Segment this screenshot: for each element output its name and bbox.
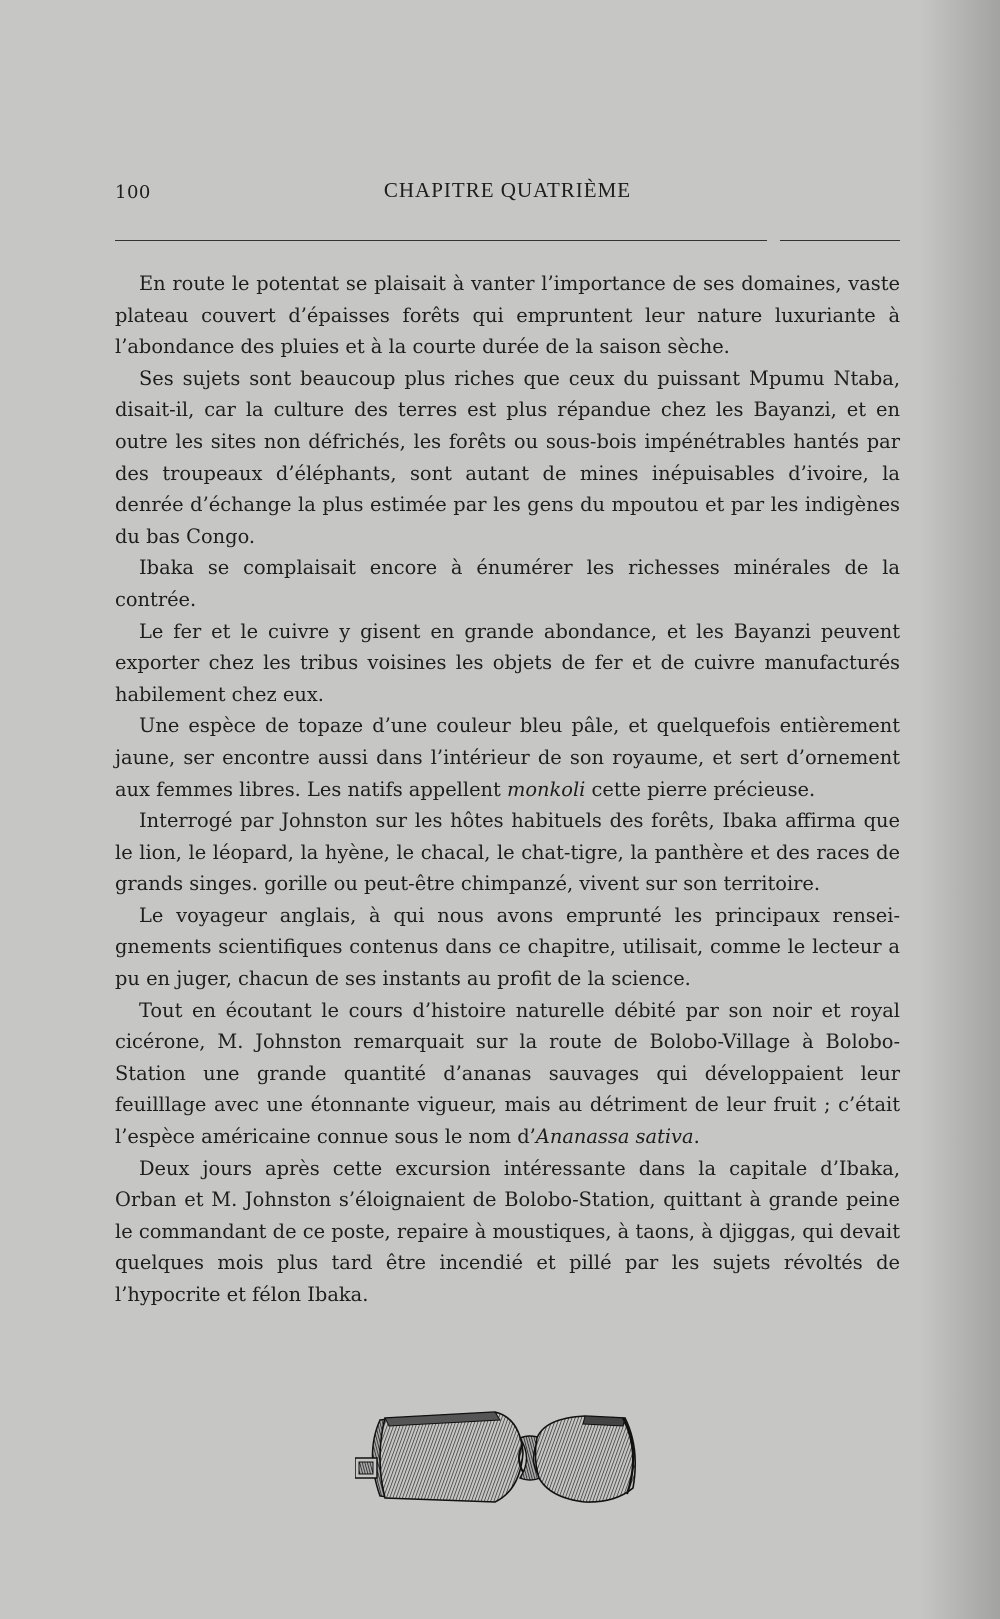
tailpiece-engraving-icon — [355, 1408, 655, 1508]
paragraph-4: Le fer et le cuivre y gisent en grande abondance, et les Bayanzi peuvent exporter chez les tribus voisines les objets de fer et de cuivre manufacturés habilement chez eux. — [115, 619, 900, 706]
paragraph-8-italic: Ananassa sativa — [535, 1125, 694, 1149]
paragraph-9: Deux jours après cette excursion intéressante dans la capitale d’Ibaka, Orban et M. Johnston s’éloignaient de Bolobo-Station, quittant à grande peine le commandant de ce poste, repaire à moustiques, à taons, à djiggas, qui devait quelques mois plus tard être incendié et pillé par les sujets révoltés de l’hypocrite et félon Ibaka. — [115, 1156, 900, 1306]
paragraph-8-text-b: . — [693, 1125, 700, 1149]
header-rule-short — [780, 240, 900, 241]
body-text — [115, 268, 900, 1311]
paragraph-5-text-b: cette pierre précieuse. — [585, 777, 816, 801]
paragraph-6: Interrogé par Johnston sur les hôtes habituels des forêts, Ibaka affirma que le lion, le léopard, la hyène, le chacal, le chat-tigre, la panthère et des races de grands singes. gorille ou peut-être chimpanzé, vivent sur son territoire. — [115, 809, 900, 896]
paragraph-5-text-a: Une espèce de topaze d’une couleur bleu pâle, et quelquefois entièrement jaune, ser encontre aussi dans l’intérieur de son royaume, et sert d’ornement aux femmes libres. Les natifs appellent — [115, 714, 900, 801]
page-number: 100 — [115, 182, 151, 203]
paragraph-5-italic: monkoli — [507, 777, 586, 801]
paragraph-5 — [115, 710, 900, 805]
running-title: CHAPITRE QUATRIÈME — [383, 178, 632, 202]
header-rule — [115, 240, 767, 241]
paragraph-1: En route le potentat se plaisait à vanter l’importance de ses domaines, vaste plateau couvert d’épaisses forêts qui empruntent leur nature luxuriante à l’abondance des pluies et à la courte durée de la saison sèche. — [115, 272, 900, 359]
page-header — [115, 178, 900, 208]
paragraph-8-text-a: Tout en écoutant le cours d’histoire naturelle débité par son noir et royal cicérone, M. Johnston remarquait sur la route de Bolobo-Village à Bolobo-Station une grande quantité d’ananas sauvages qui développaient leur feuilllage avec une étonnante vigueur, mais au détriment de leur fruit ; c’était l’espèce américaine connue sous le nom d’ — [115, 998, 900, 1149]
paragraph-3: Ibaka se complaisait encore à énumérer les richesses minérales de la contrée. — [115, 556, 900, 611]
paragraph-7: Le voyageur anglais, à qui nous avons emprunté les principaux renseignements scientifiques contenus dans ce chapitre, utilisait, comme le lecteur a pu en juger, chacun de ses instants au profit de la science. — [115, 903, 900, 991]
paragraph-8 — [115, 995, 900, 1153]
paragraph-2: Ses sujets sont beaucoup plus riches que ceux du puissant Mpumu Ntaba, disait-il, car la culture des terres est plus répandue chez les Bayanzi, et en outre les sites non défrichés, les forêts ou sous-bois impénétrables hantés par des troupeaux d’éléphants, sont autant de mines inépuisables d’ivoire, la denrée d’échange la plus estimée par les gens du mpoutou et par les indigènes du bas Congo. — [115, 366, 900, 548]
